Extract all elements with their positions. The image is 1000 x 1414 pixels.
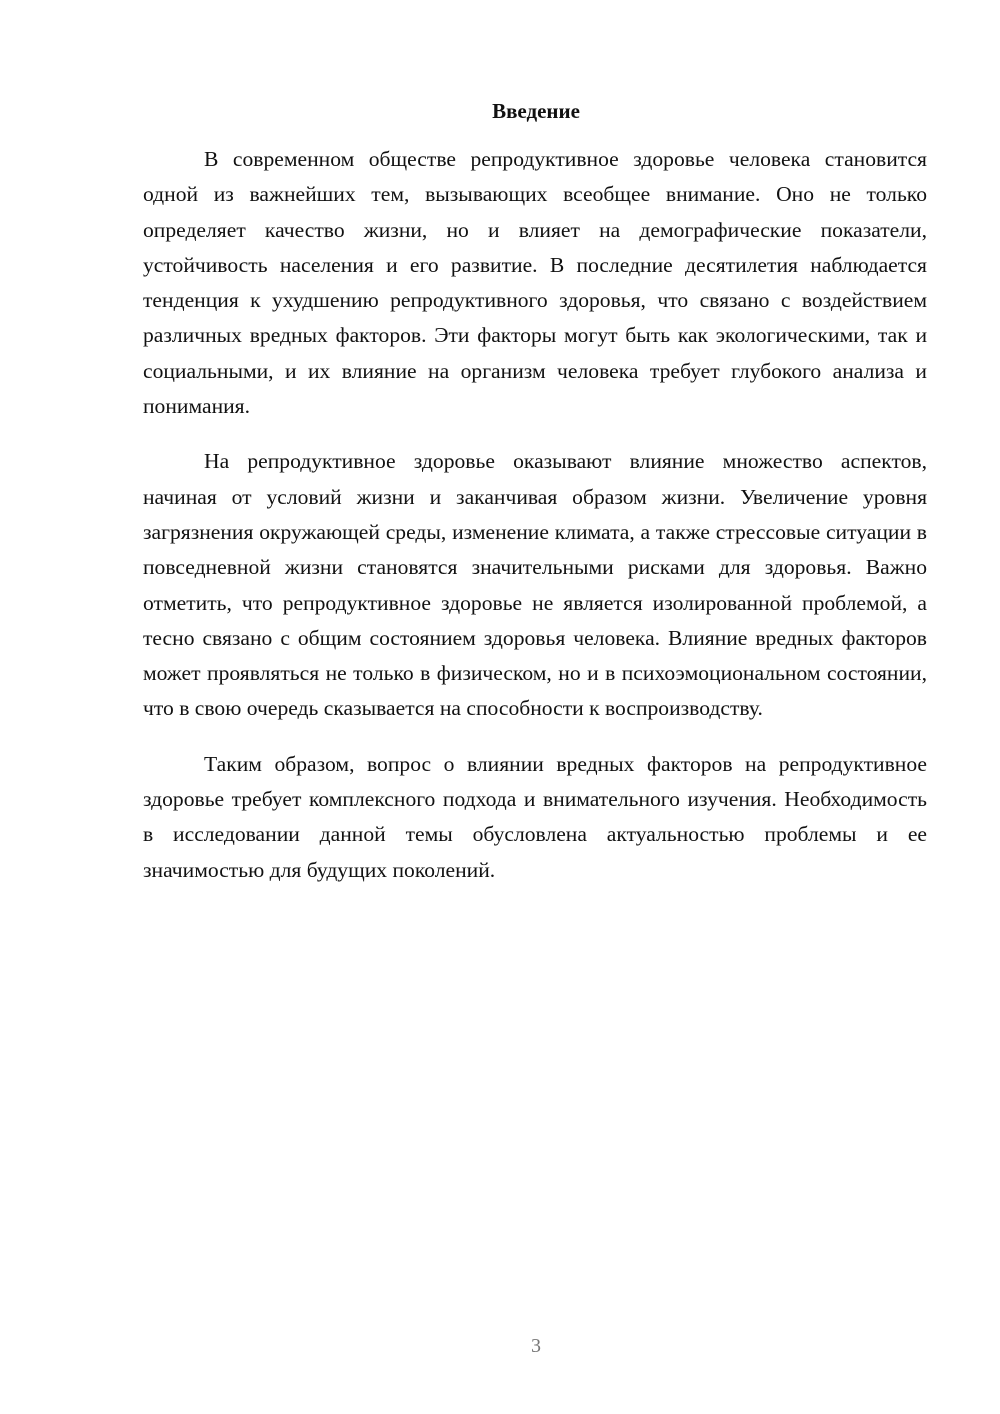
page-number: 3 (531, 1335, 541, 1357)
body-text (143, 142, 927, 908)
paragraph-2: На репродуктивное здоровье оказывают влияние множество аспектов, начиная от условий жизни и заканчивая образом жизни. Увеличение уровня загрязнения окружающей среды, изменение климата, а также стрессовые ситуации в повседневной жизни становятся значительными рисками для здоровья. Важно отметить, что репродуктивное здоровье не является изолированной проблемой, а тесно связано с общим состоянием здоровья человека. Влияние вредных факторов может проявляться не только в физическом, но и в психоэмоциональном состоянии, что в свою очередь сказывается на способности к воспроизводству. (143, 449, 927, 721)
paragraph-1: В современном обществе репродуктивное здоровье человека становится одной из важнейших тем, вызывающих всеобщее внимание. Оно не только определяет качество жизни, но и влияет на демографические показатели, устойчивость населения и его развитие. В последние десятилетия наблюдается тенденция к ухудшению репродуктивного здоровья, что связано с воздействием различных вредных факторов. Эти факторы могут быть как экологическими, так и социальными, и их влияние на организм человека требует глубокого анализа и понимания. (143, 147, 927, 419)
paragraph-3: Таким образом, вопрос о влиянии вредных факторов на репродуктивное здоровье требует комплексного подхода и внимательного изучения. Необходимость в исследовании данной темы обусловлена актуальностью проблемы и ее значимостью для будущих поколений. (143, 751, 927, 882)
section-heading: Введение (492, 99, 580, 123)
